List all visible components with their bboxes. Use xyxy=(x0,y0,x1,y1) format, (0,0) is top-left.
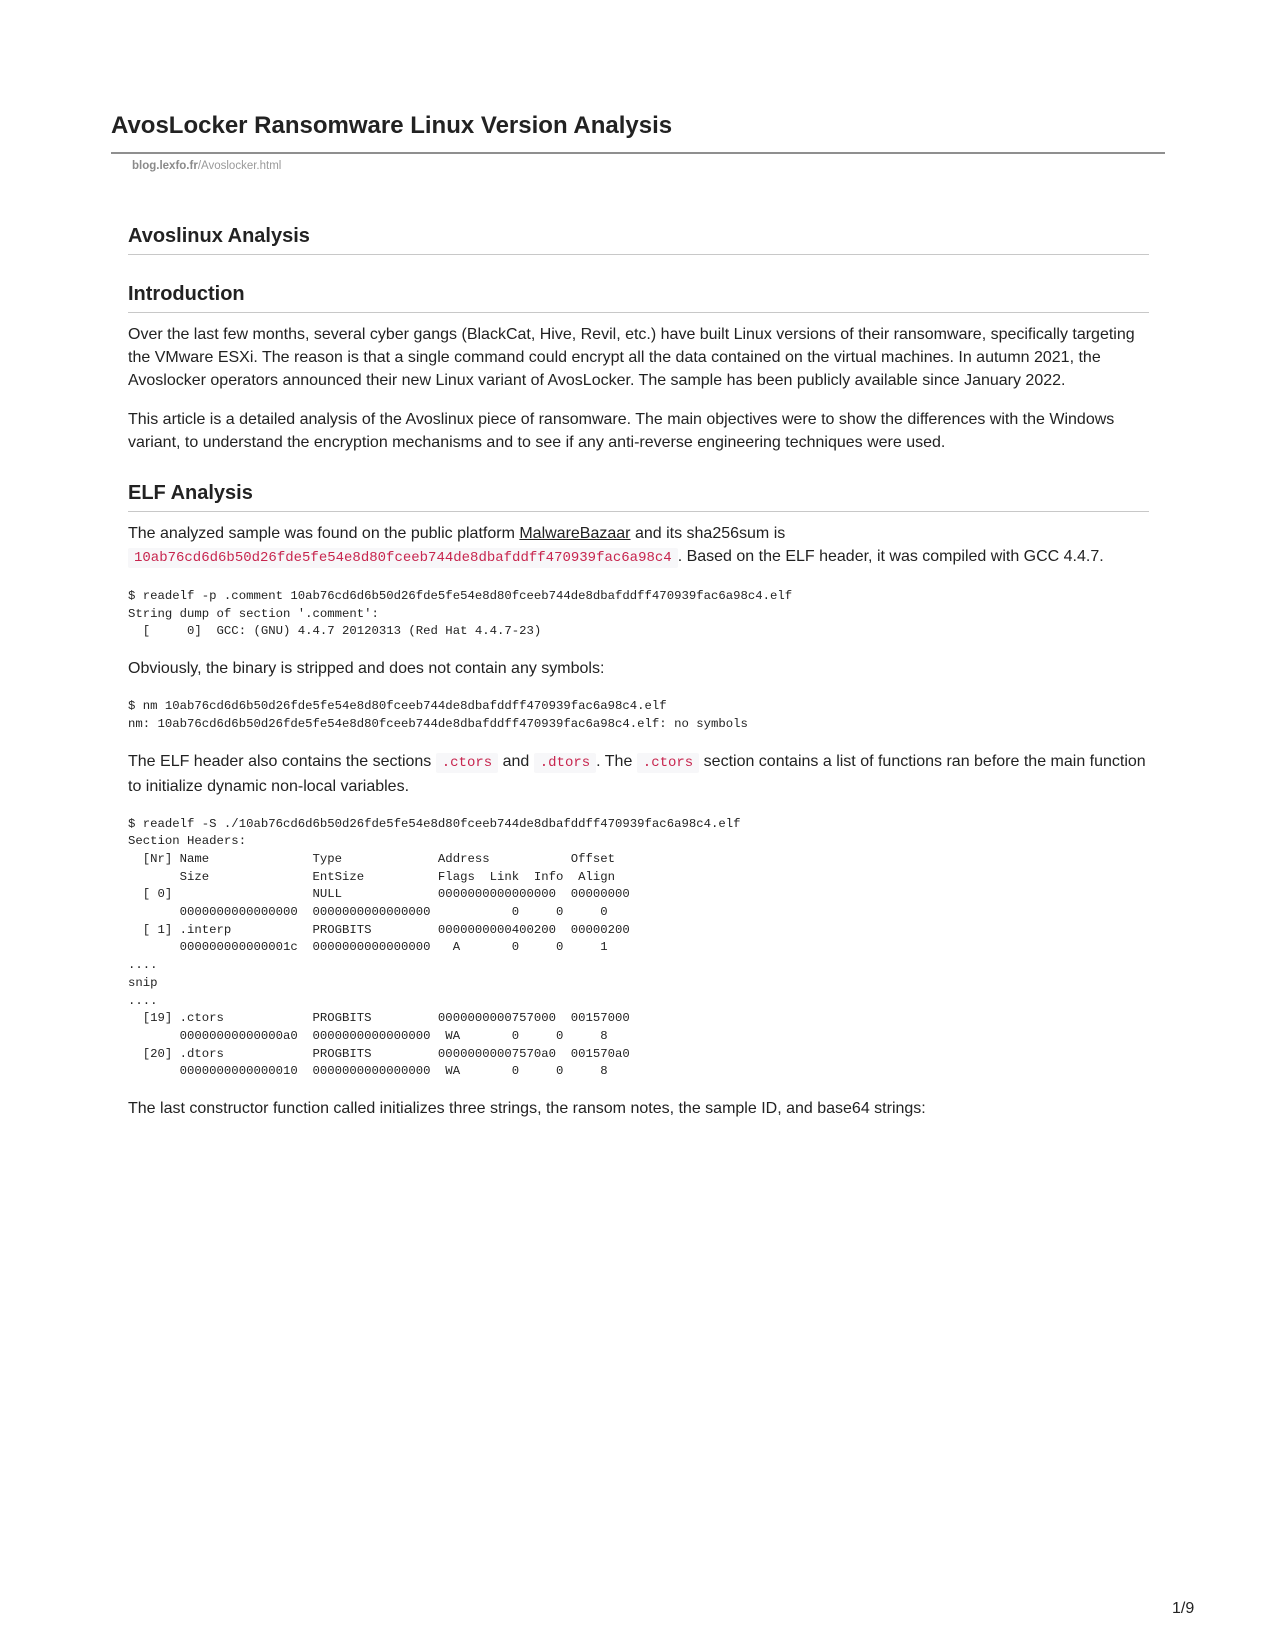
code-block-readelf-comment: $ readelf -p .comment 10ab76cd6d6b50d26fde5fe54e8d80fceeb744de8dbafddff470939fac6a98c4.elf String dump of section '.comment': [ 0] GCC: (GNU) 4.4.7 20120313 (Red Hat 4.4.7-23) xyxy=(128,589,793,639)
page-number: 1/9 xyxy=(1172,1600,1195,1617)
intro-paragraph-1: Over the last few months, several cyber gangs (BlackCat, Hive, Revil, etc.) have built Linux versions of their ransomware, specifically targeting the VMware ESXi. The reason is that a single command could encrypt all the data contained on the virtual machines. In autumn 2021, the Avoslocker operators announced their new Linux variant of AvosLocker. The sample has been publicly available since January 2022. xyxy=(128,326,1135,389)
ctors-code: .ctors xyxy=(436,753,498,773)
elf-p1-text-b: and its sha256sum is xyxy=(630,525,786,542)
title-divider xyxy=(111,152,1165,154)
dtors-code: .dtors xyxy=(534,753,596,773)
code-block-nm: $ nm 10ab76cd6d6b50d26fde5fe54e8d80fceeb744de8dbafddff470939fac6a98c4.elf nm: 10ab76cd6d6b50d26fde5fe54e8d80fceeb744de8dbafddff470939fac6a98c4.elf: no symbols xyxy=(128,699,748,731)
code-block-section-headers: $ readelf -S ./10ab76cd6d6b50d26fde5fe54e8d80fceeb744de8dbafddff470939fac6a98c4.elf Section Headers: [Nr] Name Type Address Offset Size EntSize Flags Link Info Align [ 0] NULL 0000000000000000 00000000 0000000000000000 0000000000000000 0 0 0 [ 1] .interp PROGBITS 0000000000400200 00000200 000000000000001c 0000000000000000 A 0 0 1 .... snip .... [19] .ctors PROGBITS 0000000000757000 00157000 00000000000000a0 0000000000000000 WA 0 0 8 [20] .dtors PROGBITS 00000000007570a0 001570a0 0000000000000010 0000000000000000 WA 0 0 8 xyxy=(128,816,741,1079)
elf-p1-text-c: . Based on the ELF header, it was compiled with GCC 4.4.7. xyxy=(677,548,1104,565)
elf-p3-text-d: section contains a list of functions ran before the main function to initialize dynamic non-local variables. xyxy=(128,752,1146,795)
source-url xyxy=(132,160,281,172)
intro-paragraph-2: This article is a detailed analysis of the Avoslinux piece of ransomware. The main objectives were to show the differences with the Windows variant, to understand the encryption mechanisms and to see if any anti-reverse engineering techniques were used. xyxy=(128,411,1115,451)
source-host: blog.lexfo.fr xyxy=(132,160,198,172)
heading-avoslinux-analysis: Avoslinux Analysis xyxy=(128,225,1149,255)
source-path: /Avoslocker.html xyxy=(197,160,282,172)
heading-introduction: Introduction xyxy=(128,283,1149,313)
ctors-code-2: .ctors xyxy=(637,753,699,773)
elf-paragraph-4: The last constructor function called initializes three strings, the ransom notes, the sample ID, and base64 strings: xyxy=(128,1100,926,1118)
elf-p3-text-b: and xyxy=(498,752,534,770)
elf-paragraph-3 xyxy=(128,750,1149,798)
elf-p3-text-c: . The xyxy=(596,752,637,770)
heading-elf-analysis: ELF Analysis xyxy=(128,482,1149,512)
article-body xyxy=(128,225,1149,1120)
elf-paragraph-2: Obviously, the binary is stripped and does not contain any symbols: xyxy=(128,660,605,678)
elf-p3-text-a: The ELF header also contains the sections xyxy=(128,752,436,770)
malwarebazaar-link[interactable]: MalwareBazaar xyxy=(519,525,631,542)
elf-paragraph-1 xyxy=(128,522,1149,570)
page-title: AvosLocker Ransomware Linux Version Analysis xyxy=(111,112,673,139)
elf-p1-text-a: The analyzed sample was found on the public platform xyxy=(128,525,520,542)
sha256-hash-code: 10ab76cd6d6b50d26fde5fe54e8d80fceeb744de8dbafddff470939fac6a98c4 xyxy=(128,548,678,568)
